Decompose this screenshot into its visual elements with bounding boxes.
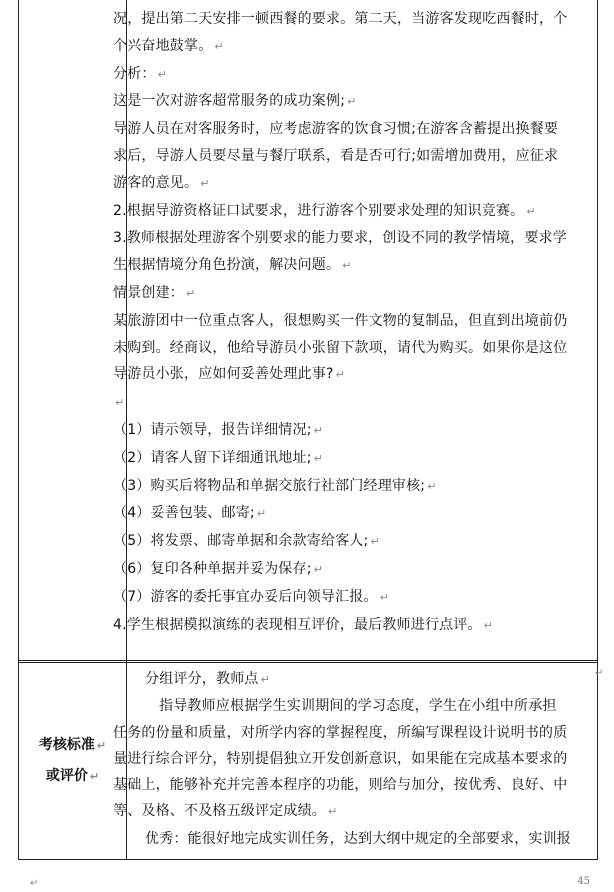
paragraph-mark-icon: ↵ <box>200 176 210 190</box>
content-line: 导游人员在对客服务时，应考虑游客的饮食习惯;在游客含蓄提出换餐要 <box>113 121 559 138</box>
paragraph-mark-icon: ↵ <box>30 878 39 889</box>
paragraph-mark-icon: ↵ <box>89 770 100 783</box>
evaluation-line: 指导教师应根据学生实训期间的学习态度，学生在小组中所承担 <box>159 698 557 715</box>
content-line <box>113 389 573 417</box>
evaluation-line: 任务的份量和质量，对所学内容的掌握程度，所编写课程设计说明书的质 <box>113 724 568 741</box>
content-line: （1）请示领导，报告详细情况; ↵ <box>113 421 324 438</box>
evaluation-line: 优秀：能很好地完成实训任务，达到大纲中规定的全部要求，实训报 <box>145 830 571 847</box>
paragraph-mark-icon: ↵ <box>328 805 338 819</box>
paragraph-mark-icon: ↵ <box>313 562 324 576</box>
paragraph-mark-icon: ↵ <box>595 668 604 679</box>
content-line: 某旅游团中一位重点客人，很想购买一件文物的复制品，但直到出境前仍 <box>113 312 568 329</box>
paragraph-mark-icon: ↵ <box>256 507 267 521</box>
content-line: （4）妥善包装、邮寄; ↵ <box>113 505 267 522</box>
paragraph-mark-icon: ↵ <box>157 67 168 81</box>
evaluation-line: 分组评分，教师点 ↵ <box>145 671 271 687</box>
content-line: 情景创建： ↵ <box>113 284 196 301</box>
content-line: 导游员小张，应如何妥善处理此事? ↵ <box>113 366 346 383</box>
paragraph-mark-icon: ↵ <box>370 535 380 549</box>
paragraph-mark-icon: ↵ <box>427 479 437 493</box>
content-line: 这是一次对游客超常服务的成功案例; ↵ <box>113 93 357 110</box>
content-line: （7）游客的委托事宜办妥后向领导汇报。 ↵ <box>113 588 390 605</box>
content-line: （2）请客人留下详细通讯地址; ↵ <box>113 449 324 466</box>
evaluation-content <box>113 666 573 852</box>
paragraph-mark-icon: ↵ <box>335 368 346 382</box>
content-line: 生根据情境分角色扮演，解决问题。 ↵ <box>113 257 352 274</box>
page-number: 45 <box>577 876 590 887</box>
paragraph-mark-icon: ↵ <box>483 618 494 632</box>
paragraph-mark-icon: ↵ <box>313 423 324 437</box>
evaluation-line: 量进行综合评分，特别提倡独立开发创新意识，如果能在完成基本要求的 <box>113 750 568 767</box>
content-line: 4.学生根据模拟演练的表现相互评价，最后教师进行点评。 ↵ <box>113 616 494 633</box>
paragraph-mark-icon: ↵ <box>96 739 107 752</box>
content-line: （5）将发票、邮寄单据和余款寄给客人; ↵ <box>113 533 380 550</box>
paragraph-mark-icon: ↵ <box>115 396 125 410</box>
evaluation-line: 等、及格、不及格五级评定成绩。 ↵ <box>113 803 338 820</box>
assessment-label-line1: 考核标准 <box>38 737 95 753</box>
content-line: 分析： ↵ <box>113 65 168 82</box>
evaluation-line: 基础上，能够补充并完善本程序的功能，则给与加分，按优秀、良好、中 <box>113 777 568 794</box>
content-line: 况，提出第二天安排一顿西餐的要求。第二天，当游客发现吃西餐时，个 <box>113 11 568 27</box>
paragraph-mark-icon: ↵ <box>186 286 196 300</box>
content-line: 个兴奋地鼓掌。 ↵ <box>113 37 224 54</box>
content-line: 3.教师根据处理游客个别要求的能力要求，创设不同的教学情境，要求学 <box>113 230 567 247</box>
content-line: 求后，导游人员要尽量与餐厅联系，看是否可行;如需增加费用，应征求 <box>113 147 559 164</box>
content-line: （6）复印各种单据并妥为保存; ↵ <box>113 560 324 577</box>
paragraph-mark-icon: ↵ <box>313 451 324 465</box>
row-divider <box>19 660 597 661</box>
paragraph-mark-icon: ↵ <box>260 673 271 686</box>
paragraph-mark-icon: ↵ <box>347 95 357 109</box>
teaching-content <box>113 6 573 639</box>
paragraph-mark-icon: ↵ <box>379 590 390 604</box>
paragraph-mark-icon: ↵ <box>526 204 536 218</box>
assessment-label-cell <box>19 662 126 860</box>
paragraph-mark-icon: ↵ <box>214 39 224 53</box>
content-line: 游客的意见。 ↵ <box>113 174 210 191</box>
content-line: 2.根据导游资格证口试要求，进行游客个别要求处理的知识竞赛。 ↵ <box>113 202 536 219</box>
assessment-label-line2: 或评价 <box>45 768 88 784</box>
paragraph-mark-icon: ↵ <box>342 259 352 273</box>
content-line: 未购到。经商议，他给导游员小张留下款项，请代为购买。如果你是这位 <box>113 339 568 356</box>
content-line: （3）购买后将物品和单据交旅行社部门经理审核; ↵ <box>113 477 437 494</box>
